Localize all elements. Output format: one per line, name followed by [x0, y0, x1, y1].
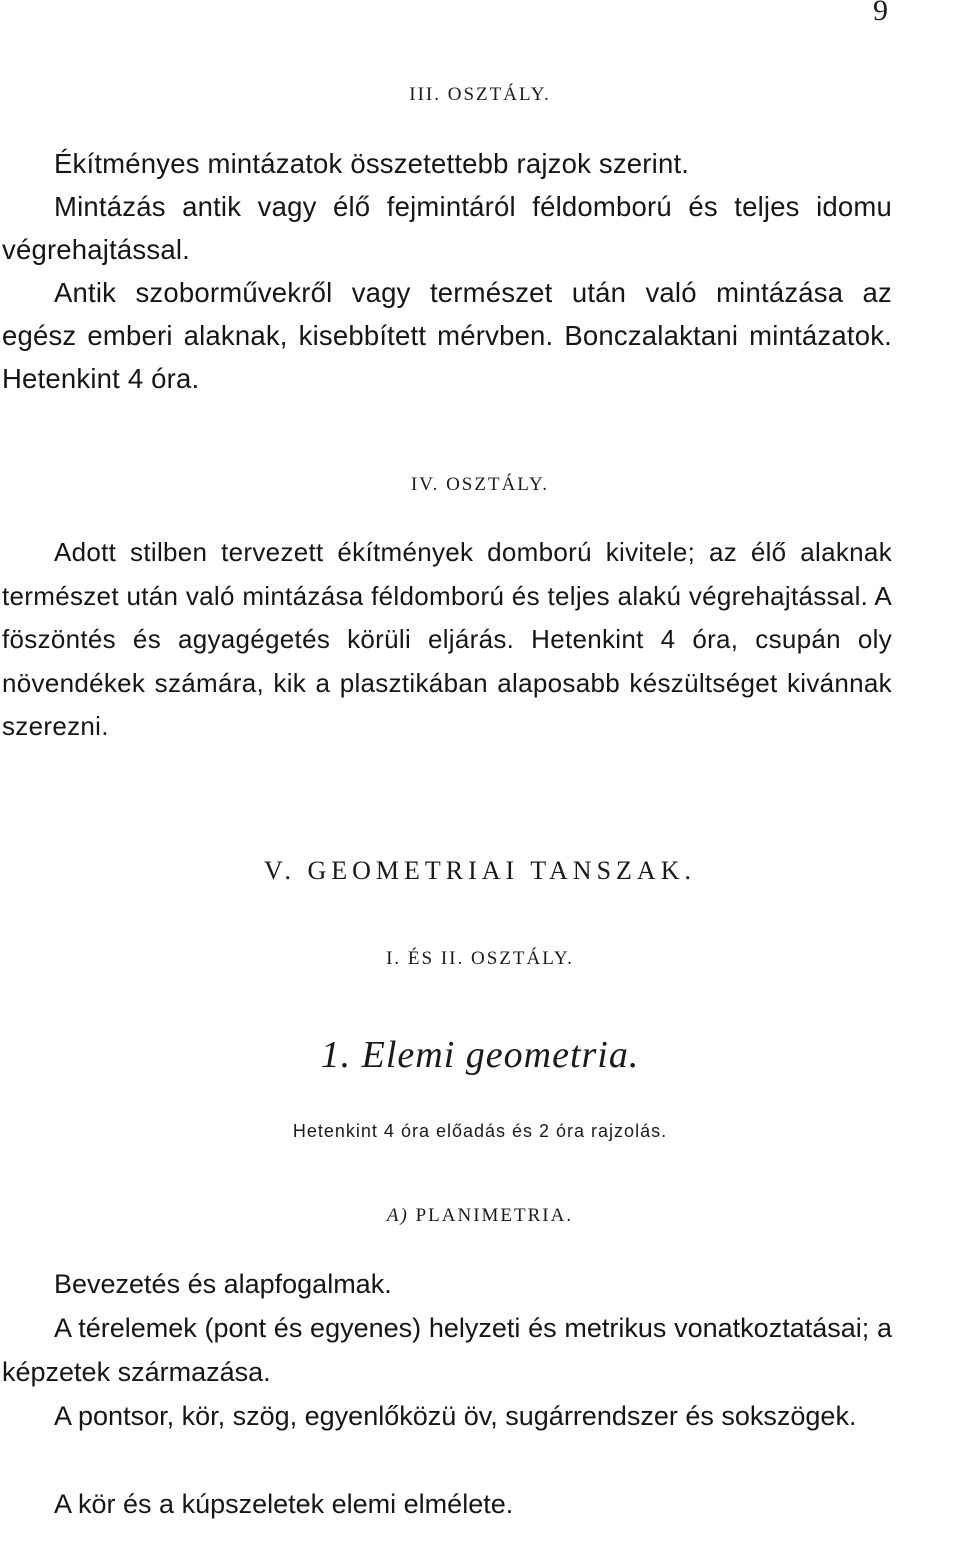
paragraph-point-series: A pontsor, kör, szög, egyenlőközü öv, sugárrendszer és sokszögek.: [54, 1401, 857, 1431]
paragraph-conic-sections: A kör és a kúpszeletek elemi elmélete.: [54, 1489, 514, 1519]
page-number: 9: [873, 0, 888, 27]
planimetry-heading: [0, 1205, 960, 1227]
paragraph-class-4-body: Adott stilben tervezett ékítmények domború kivitele; az élő alaknak természet után való mintázása féldomború és teljes alakú végrehajtással. A föszöntés és agyagégetés körüli eljárás. Hetenkint 4 óra, csupán oly növendékek számára, kik a plasztikában alaposabb készültséget kivánnak szerezni.: [2, 537, 892, 741]
subject-heading: 1. Elemi geometria.: [320, 1034, 640, 1076]
paragraph-spatial-elements: A térelemek (pont és egyenes) helyzeti és metrikus vonatkoztatásai; a képzetek származása.: [2, 1313, 892, 1387]
section-heading-class-3: III. OSZTÁLY.: [409, 84, 551, 105]
weekly-hours-note: Hetenkint 4 óra előadás és 2 óra rajzolás.: [292, 1121, 668, 1141]
planimetry-label: A): [386, 1205, 409, 1226]
paragraph-figure-modeling: Antik szoborművekről vagy természet után való mintázása az egész emberi alaknak, kisebbített mérvben. Bonczalaktani mintázatok. Hetenkint 4 óra.: [2, 277, 892, 394]
paragraph-head-modeling: Mintázás antik vagy élő fejmintáról féldomború és teljes idomu végrehajtással.: [2, 191, 892, 265]
section-heading-class-4: IV. OSZTÁLY.: [410, 474, 550, 495]
section-heading-class-1-2: I. ÉS II. OSZTÁLY.: [386, 948, 574, 969]
paragraph-introduction: Bevezetés és alapfogalmak.: [54, 1269, 392, 1299]
paragraph-ornament-modeling: Ékítményes mintázatok összetettebb rajzok szerint.: [54, 148, 690, 179]
department-heading: V. GEOMETRIAI TANSZAK.: [264, 856, 696, 885]
planimetry-title: PLANIMETRIA.: [415, 1205, 574, 1226]
